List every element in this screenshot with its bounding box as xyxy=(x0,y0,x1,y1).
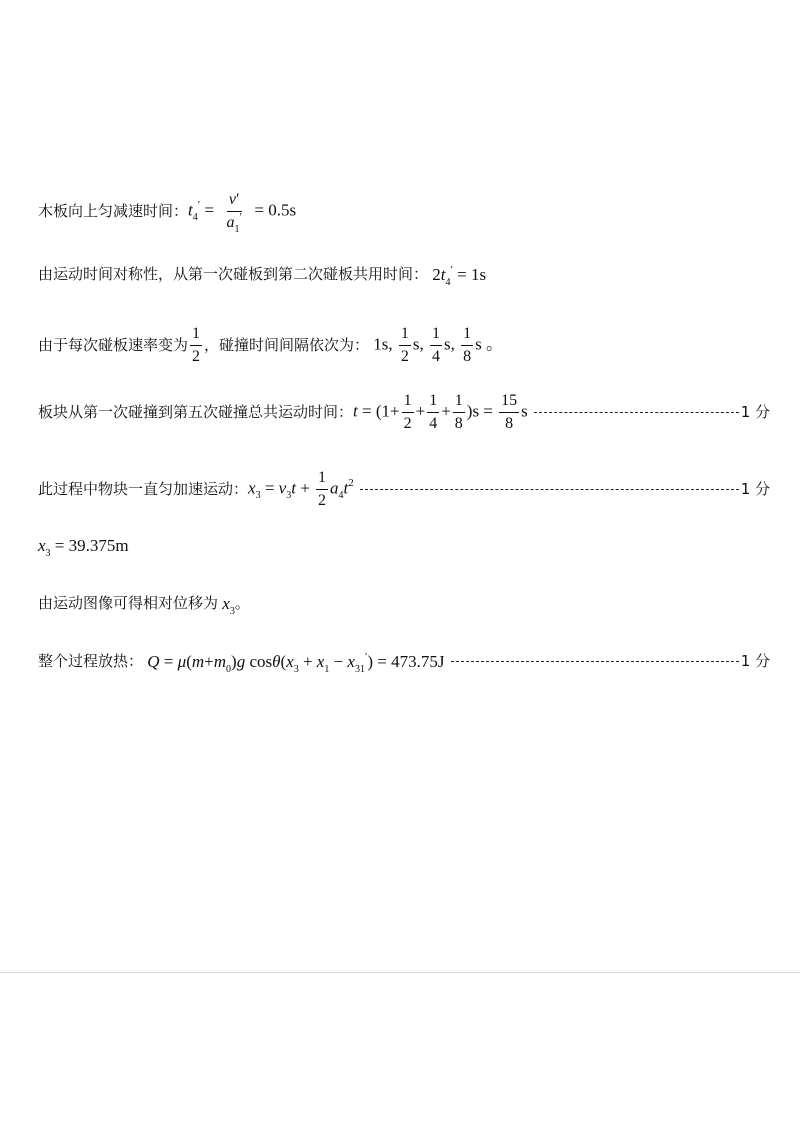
formula: $x_3 = 39.375m$ xyxy=(38,536,129,559)
result: = 473.75J xyxy=(377,652,445,671)
formula: $Q = \mu(m+m_0)g$ $\cos\theta(x_3 + x_1 - x_{31}') = 473.75J$ xyxy=(147,651,445,675)
text: 整个过程放热： xyxy=(38,652,144,670)
text: 由运动图像可得相对位移为 xyxy=(38,594,219,612)
formula: $x_3 = v_3t$ + $\frac{1}{2}$ $a_4t^2$ xyxy=(248,469,354,509)
dash-leader xyxy=(534,412,739,413)
line-symmetry-time xyxy=(38,264,770,288)
text: ，碰撞时间间隔依次为： xyxy=(204,336,370,354)
formula: $2t_4' = 1s$ xyxy=(428,264,487,288)
text-end: 。 xyxy=(234,594,250,612)
interval-sequence: 1s, $\frac{1}{2}$ s, $\frac{1}{4}$ s, $\frac{1}{8}$ s 。 xyxy=(369,325,504,365)
line-relative-displacement xyxy=(38,594,770,617)
line-x3-result xyxy=(38,536,770,559)
symbol-x3: $x_3$ xyxy=(222,594,235,617)
text: 板块从第一次碰撞到第五次碰撞总共运动时间： xyxy=(38,403,354,421)
result: = 0.5s xyxy=(254,200,297,220)
page-divider xyxy=(0,972,800,973)
score: 1 分 xyxy=(740,652,770,670)
half-fraction: $\frac{1}{2}$ xyxy=(192,325,201,365)
result: = 1s xyxy=(457,265,487,284)
line-plank-deceleration-time xyxy=(38,191,770,235)
formula: t = (1+ $\frac{1}{2}$ + $\frac{1}{4}$ + $\frac{1}{8}$ )s = $\frac{15}{8}$ s xyxy=(353,392,528,432)
text: 由运动时间对称性，从第一次碰板到第二次碰板共用时间： xyxy=(38,265,429,283)
formula: $t_4'$ = $\frac{v'}{a_1'}$ = 0.5s xyxy=(188,191,297,235)
line-collision-intervals xyxy=(38,326,770,365)
line-heat-release xyxy=(38,651,770,675)
score: 1 分 xyxy=(740,480,770,498)
line-total-motion-time xyxy=(38,393,770,432)
dash-leader xyxy=(360,489,739,490)
line-block-acceleration xyxy=(38,470,770,509)
dash-leader xyxy=(451,661,739,662)
result: = 39.375m xyxy=(54,536,129,555)
unit: s xyxy=(521,401,528,421)
text: 此过程中物块一直匀加速运动： xyxy=(38,480,249,498)
text: 由于每次碰板速率变为 xyxy=(38,336,189,354)
text: 木板向上匀减速时间： xyxy=(38,202,189,220)
score: 1 分 xyxy=(740,403,770,421)
